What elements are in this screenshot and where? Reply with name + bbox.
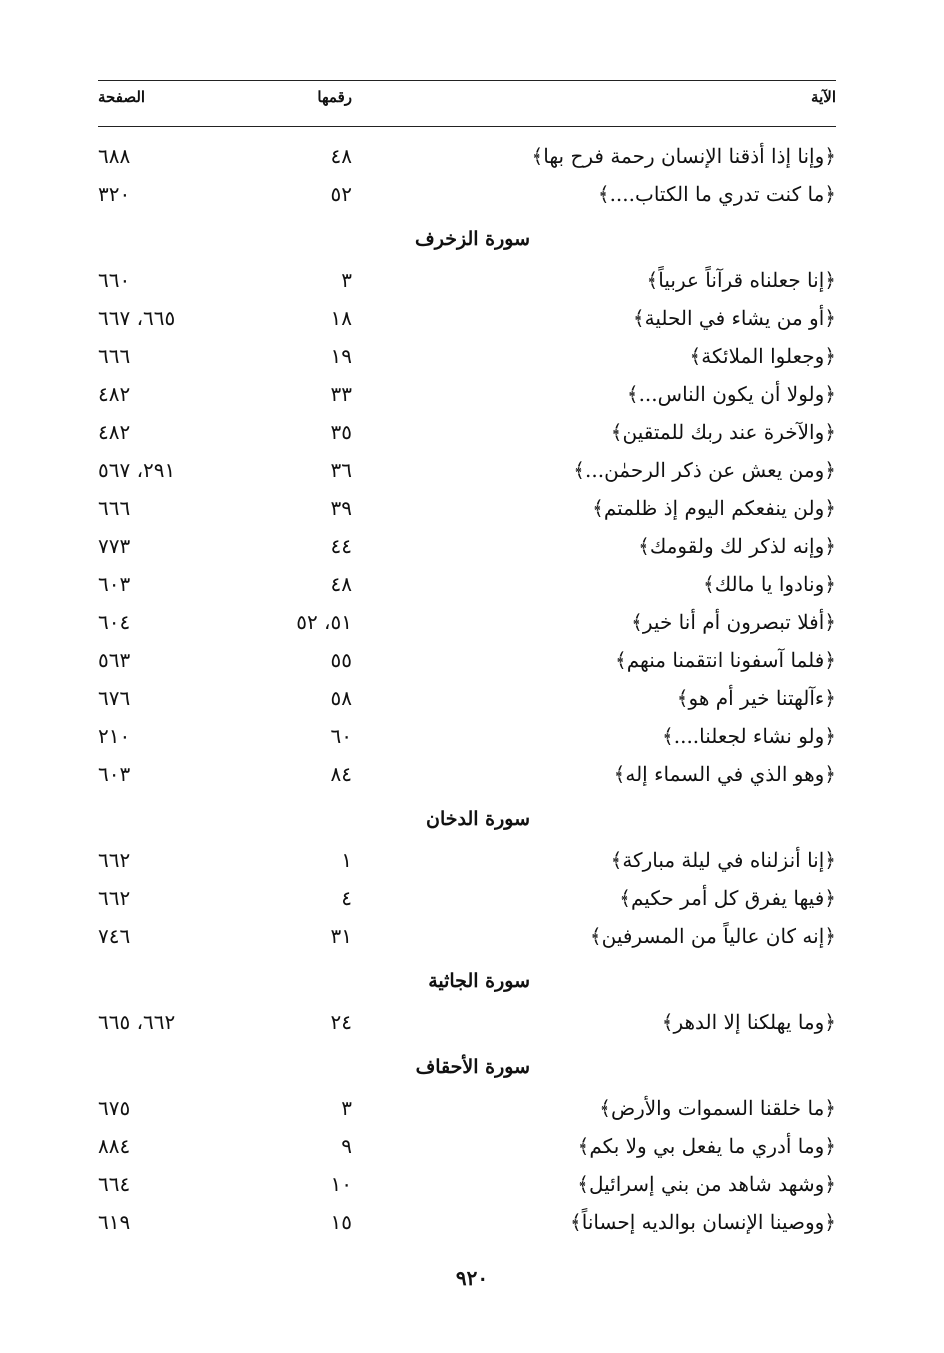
verse-text: ﴿ووصينا الإنسان بوالديه إحساناً﴾	[570, 1210, 836, 1234]
surah-title: سورة الدخان	[425, 808, 530, 830]
verse-text: ﴿وإنه لذكر لك ولقومك﴾	[638, 534, 836, 558]
header-page: الصفحة	[98, 88, 146, 106]
page-ref: ٦٧٦	[98, 686, 131, 710]
page-ref: ٦٠٣	[98, 762, 131, 786]
verse-text: ﴿فيها يفرق كل أمر حكيم﴾	[619, 886, 836, 910]
verse-number: ١٨	[330, 306, 352, 330]
verse-number: ٥٢	[330, 182, 352, 206]
verse-number: ٣٥	[330, 420, 352, 444]
verse-number: ٣٣	[330, 382, 352, 406]
page-ref: ٦٨٨	[98, 144, 131, 168]
index-row	[98, 262, 836, 300]
surah-title: سورة الأحقاف	[415, 1056, 530, 1078]
index-row	[98, 528, 836, 566]
page-ref: ٦٦٢	[98, 886, 131, 910]
verse-text: ﴿والآخرة عند ربك للمتقين﴾	[610, 420, 836, 444]
verse-number: ٤٨	[330, 144, 352, 168]
verse-text: ﴿فلما آسفونا انتقمنا منهم﴾	[614, 648, 836, 672]
verse-number: ٣	[341, 268, 352, 292]
index-row	[98, 918, 836, 956]
index-row	[98, 452, 836, 490]
page-ref: ٥٦٣	[98, 648, 131, 672]
verse-text: ﴿ولولا أن يكون الناس...﴾	[626, 382, 836, 406]
verse-number: ٨٤	[330, 762, 352, 786]
verse-number: ١	[341, 848, 352, 872]
header-ayah: الآية	[811, 88, 836, 106]
verse-number: ٣١	[330, 924, 352, 948]
page-ref: ٤٨٢	[98, 382, 131, 406]
index-row	[98, 138, 836, 176]
verse-text: ﴿وهو الذي في السماء إله﴾	[613, 762, 836, 786]
verse-text: ﴿ومن يعش عن ذكر الرحمٰن...﴾	[573, 458, 836, 482]
verse-number: ٩	[341, 1134, 352, 1158]
index-row	[98, 604, 836, 642]
page-ref: ٦٠٤	[98, 610, 131, 634]
top-rule	[98, 80, 836, 81]
index-row	[98, 1004, 836, 1042]
verse-text: ﴿إنه كان عالياً من المسرفين﴾	[589, 924, 836, 948]
index-row	[98, 718, 836, 756]
surah-heading	[98, 214, 836, 262]
verse-text: ﴿وما أدري ما يفعل بي ولا بكم﴾	[577, 1134, 836, 1158]
index-row	[98, 880, 836, 918]
header-number: رقمها	[317, 88, 352, 106]
verse-text: ﴿ونادوا يا مالك﴾	[702, 572, 836, 596]
verse-number: ٣٦	[330, 458, 352, 482]
index-row	[98, 490, 836, 528]
index-row	[98, 300, 836, 338]
verse-text: ﴿أو من يشاء في الحلية﴾	[632, 306, 836, 330]
index-row	[98, 756, 836, 794]
verse-text: ﴿ولن ينفعكم اليوم إذ ظلمتم﴾	[592, 496, 836, 520]
verse-text: ﴿وجعلوا الملائكة﴾	[689, 344, 836, 368]
page-ref: ٢١٠	[98, 724, 131, 748]
verse-text: ﴿وما يهلكنا إلا الدهر﴾	[661, 1010, 836, 1034]
page-ref: ٤٨٢	[98, 420, 131, 444]
verse-number: ٢٤	[330, 1010, 352, 1034]
index-row	[98, 642, 836, 680]
verse-number: ٥٨	[330, 686, 352, 710]
verse-text: ﴿ما خلقنا السموات والأرض﴾	[599, 1096, 836, 1120]
index-row	[98, 338, 836, 376]
index-row	[98, 1128, 836, 1166]
verse-number: ٣	[341, 1096, 352, 1120]
index-row	[98, 1204, 836, 1242]
page-ref: ٧٤٦	[98, 924, 131, 948]
verse-number: ٣٩	[330, 496, 352, 520]
index-row	[98, 1090, 836, 1128]
index-row	[98, 376, 836, 414]
verse-text: ﴿وشهد شاهد من بني إسرائيل﴾	[577, 1172, 836, 1196]
verse-number: ٥١، ٥٢	[296, 610, 352, 634]
page-ref: ٦٦٦	[98, 496, 131, 520]
page-ref: ٦٧٥	[98, 1096, 131, 1120]
table-header	[98, 88, 836, 114]
verse-number: ٤٤	[330, 534, 352, 558]
verse-text: ﴿وإنا إذا أذقنا الإنسان رحمة فرح بها﴾	[531, 144, 836, 168]
verse-text: ﴿ما كنت تدري ما الكتاب....﴾	[597, 182, 836, 206]
index-row	[98, 842, 836, 880]
page-ref: ٢٩١، ٥٦٧	[98, 458, 176, 482]
page-ref: ٦٦٠	[98, 268, 131, 292]
verse-text: ﴿ولو نشاء لجعلنا....﴾	[662, 724, 836, 748]
page-ref: ٦٦٥، ٦٦٧	[98, 306, 176, 330]
verse-number: ٥٥	[330, 648, 352, 672]
verse-number: ١٠	[330, 1172, 352, 1196]
verse-number: ١٩	[330, 344, 352, 368]
verse-number: ٤	[341, 886, 352, 910]
verse-number: ٤٨	[330, 572, 352, 596]
page-ref: ٦٦٢، ٦٦٥	[98, 1010, 176, 1034]
verse-number: ١٥	[330, 1210, 352, 1234]
page-ref: ٦٠٣	[98, 572, 131, 596]
header-rule	[98, 126, 836, 127]
verse-number: ٦٠	[330, 724, 352, 748]
index-row	[98, 414, 836, 452]
index-row	[98, 680, 836, 718]
surah-heading	[98, 794, 836, 842]
page-ref: ٣٢٠	[98, 182, 131, 206]
page-ref: ٨٨٤	[98, 1134, 131, 1158]
page-ref: ٧٧٣	[98, 534, 131, 558]
index-row	[98, 176, 836, 214]
page-ref: ٦١٩	[98, 1210, 131, 1234]
surah-heading	[98, 956, 836, 1004]
surah-title: سورة الجاثية	[428, 970, 530, 992]
verse-text: ﴿إنا جعلناه قرآناً عربياً﴾	[646, 268, 836, 292]
verse-text: ﴿ءآلهتنا خير أم هو﴾	[676, 686, 836, 710]
verse-text: ﴿أفلا تبصرون أم أنا خير﴾	[631, 610, 836, 634]
surah-title: سورة الزخرف	[415, 228, 530, 250]
page-ref: ٦٦٢	[98, 848, 131, 872]
page-number: ٩٢٠	[455, 1266, 489, 1290]
page-ref: ٦٦٤	[98, 1172, 131, 1196]
index-row	[98, 1166, 836, 1204]
page-ref: ٦٦٦	[98, 344, 131, 368]
index-rows	[98, 138, 836, 1242]
surah-heading	[98, 1042, 836, 1090]
verse-text: ﴿إنا أنزلناه في ليلة مباركة﴾	[610, 848, 836, 872]
index-row	[98, 566, 836, 604]
